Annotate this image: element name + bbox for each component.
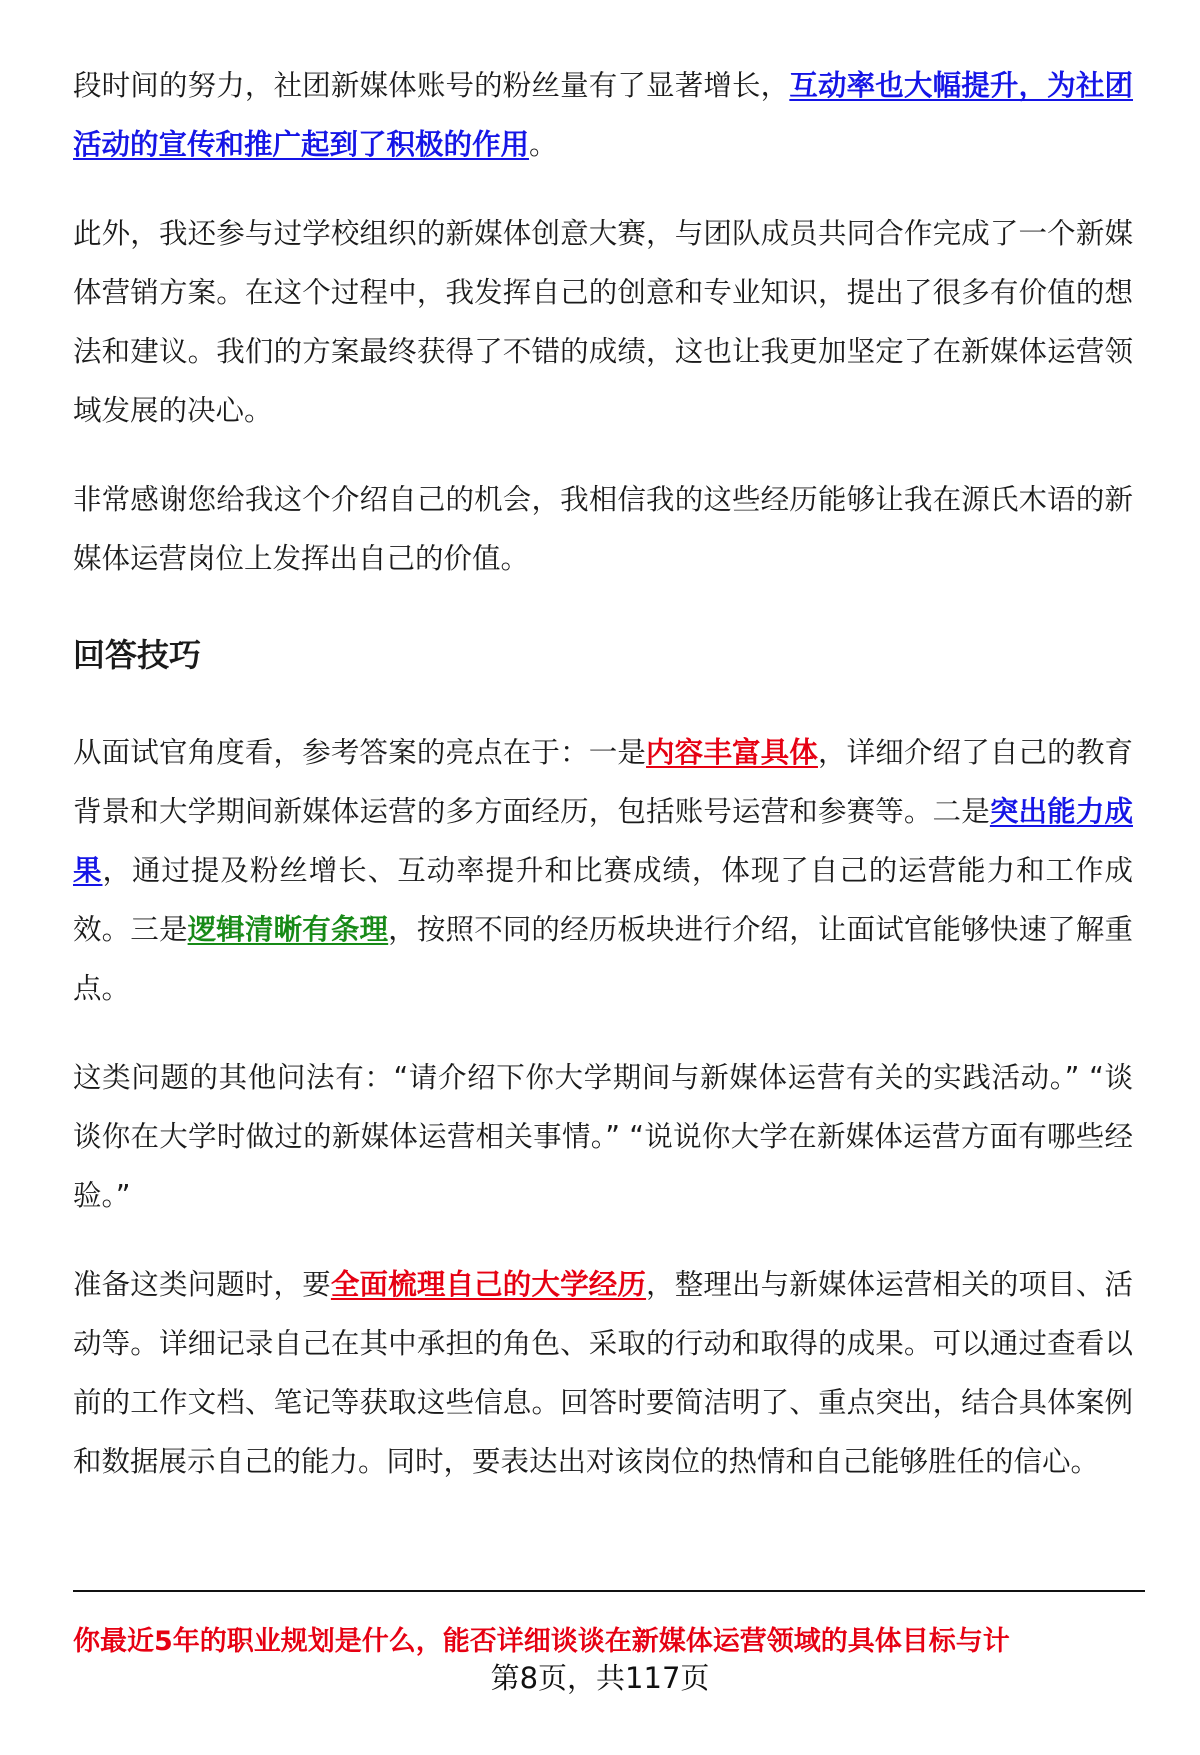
paragraph-preparation: [73, 1255, 1133, 1491]
text: ，按照不同的经历板块进行介绍，让面试官能够快速了解重点。: [73, 913, 1133, 1005]
paragraph-contest: 此外，我还参与过学校组织的新媒体创意大赛，与团队成员共同合作完成了一个新媒体营销方案。在这个过程中，我发挥自己的创意和专业知识，提出了很多有价值的想法和建议。我们的方案最终获得了不错的成绩，这也让我更加坚定了在新媒体运营领域发展的决心。: [73, 217, 1133, 427]
text: 从面试官角度看，参考答案的亮点在于：一是: [73, 736, 647, 769]
paragraph-alt-questions: 这类问题的其他问法有：“请介绍下你大学期间与新媒体运营有关的实践活动。” “谈谈你在大学时做过的新媒体运营相关事情。” “说说你大学在新媒体运营方面有哪些经验。”: [73, 1061, 1133, 1212]
page-number: 第8页，共117页: [490, 1661, 710, 1695]
highlight-engagement: 互动率也大幅提升，为社团活动的宣传和推广起到了积极的作用: [73, 69, 1133, 161]
text: 准备这类问题时，要: [73, 1268, 331, 1301]
paragraph-thanks: 非常感谢您给我这个介绍自己的机会，我相信我的这些经历能够让我在源氏木语的新媒体运营岗位上发挥出自己的价值。: [73, 483, 1133, 575]
highlight-achievements: 突出能力成果: [73, 795, 1133, 887]
text: ，整理出与新媒体运营相关的项目、活动等。详细记录自己在其中承担的角色、采取的行动和取得的成果。可以通过查看以前的工作文档、笔记等获取这些信息。回答时要简洁明了、重点突出，结合具体案例和数据展示自己的能力。同时，要表达出对该岗位的热情和自己能够胜任的信心。: [73, 1268, 1133, 1478]
highlight-rich-content: 内容丰富具体: [646, 736, 818, 769]
divider: [73, 1590, 1145, 1592]
text: ，通过提及粉丝增长、互动率提升和比赛成绩，体现了自己的运营能力和工作成效。三是: [73, 854, 1133, 946]
highlight-review-experience: 全面梳理自己的大学经历: [330, 1268, 647, 1301]
paragraph-club-growth: [73, 56, 1133, 174]
section-heading: 回答技巧: [73, 636, 202, 674]
document-body: [73, 56, 1133, 1521]
paragraph-highlights: [73, 723, 1133, 1018]
next-question-title: 你最近5年的职业规划是什么，能否详细谈谈在新媒体运营领域的具体目标与计: [73, 1626, 1010, 1657]
text: ，详细介绍了自己的教育背景和大学期间新媒体运营的多方面经历，包括账号运营和参赛等。二是: [73, 736, 1133, 828]
text: 段时间的努力，社团新媒体账号的粉丝量有了显著增长，: [73, 69, 790, 102]
text: 。: [529, 128, 558, 161]
highlight-logic: 逻辑清晰有条理: [187, 913, 389, 946]
